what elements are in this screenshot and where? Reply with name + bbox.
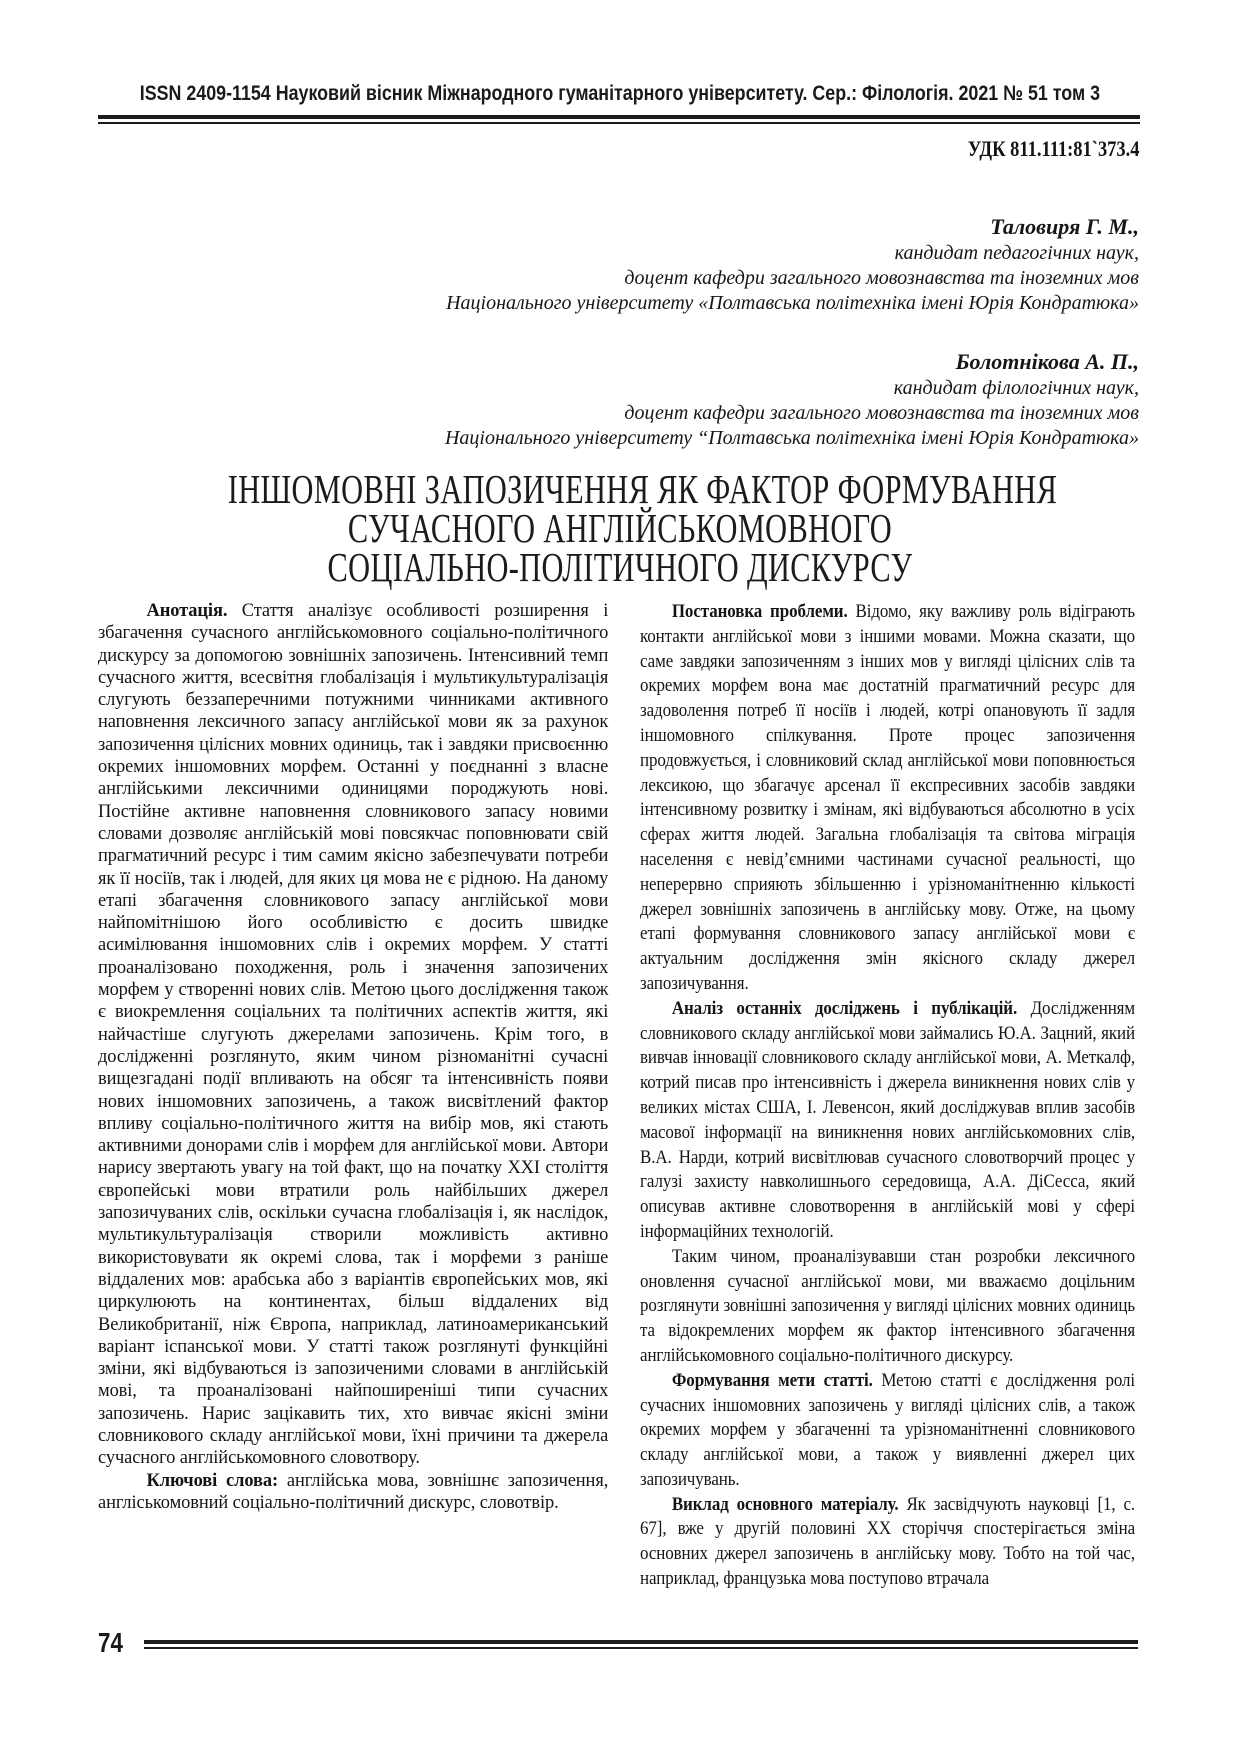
udc-number bbox=[935, 136, 1140, 162]
main-material-text: Як засвідчують науковці [1, с. 67], вже у другій половині XX сторіччя спостерігається зміна основних джерел запозичень в англійську мову. Тобто на той час, наприклад, французька мова поступово втрачала bbox=[640, 1493, 1136, 1590]
keywords-lead: Ключові слова: bbox=[146, 1469, 278, 1491]
main-material-lead: Виклад основного матеріалу. bbox=[671, 1493, 899, 1515]
article-aim-text: Метою статті є дослідження ролі сучасних іншомовних запозичень у вигляді цілісних слів, а також окремих морфем у збагаченні та урізноманітненні словникового складу англійської мови, а також у виявленні джерел цих запозичувань. bbox=[640, 1369, 1136, 1490]
footer-rule bbox=[144, 1640, 1138, 1649]
literature-review-text: Дослідженням словникового складу англійської мови займались Ю.А. Зацний, який вивчав інновації словникового складу англійської мови, А. Меткалф, котрий писав про інтенсивність і джерела виникнення нових слів у великих містах США, І. Левенсон, який досліджував вплив засобів масової інформації на виникнення нових англійськомовних слів, В.А. Нарди, котрий висвітлював сучасного словотворчий процес у галузі захисту навколишнього середовища, А.А. ДіСесса, який описував активне словотворення в англійській мові у сфері інформаційних технологій. bbox=[640, 997, 1136, 1242]
authors-block bbox=[100, 213, 1139, 451]
header-rule bbox=[98, 115, 1140, 124]
literature-review-paragraph bbox=[640, 997, 1135, 1245]
udc-text: УДК 811.111:81`373.4 bbox=[968, 136, 1140, 161]
abstract-text: Стаття аналізує особливості розширення і збагачення сучасного англійськомовного соціально-політичного дискурсу за допомогою зовнішніх запозичень. Інтенсивний темп сучасного життя, всесвітня глобалізація і мультикультуралізація слугують беззаперечними потужними чинниками активного наповнення лексичного запасу англійської мови як за рахунок запозичення цілісних мовних одиниць, так і завдяки присвоєнню окремих іншомовних морфем. Останні у поєднанні з власне англійськими лексичними одиницями породжують нові. Постійне активне наповнення словникового запасу новими словами дозволяє англійській мові повсякчас поповнювати свій прагматичний ресурс і тим самим якісно забезпечувати потреби як її носіїв, так і людей, для яких ця мова не є рідною. На даному етапі збагачення словникового запасу англійської мови найпомітнішою його особливістю є досить швидке асимілювання іншомовних слів і окремих морфем. У статті проаналізовано походження, роль і значення запозичених морфем у створенні нових слів. Метою цього дослідження також є виокремлення соціальних та політичних аспектів життя, які найчастіше слугують джерелами запозичень. Крім того, в дослідженні розглянуто, яким чином різноманітні сучасні вищезгадані події впливають на обсяг та інтенсивність появи нових іншомовних запозичень, а також висвітлений фактор впливу соціально-політичного життя на вибір мов, які стають активними донорами слів і морфем для англійської мови. Автори нарису звертають увагу на той факт, що на початку XXI століття європейські мови втратили роль найбільших джерел запозичуваних слів, оскільки сучасна глобалізація і, як наслідок, мультикультуралізація створили можливість активно використовувати як окремі слова, так і морфеми з раніше віддалених мов: арабська або з варіантів європейських мов, які циркулюють на континентах, більш віддалених від Великобританії, ніж Європа, наприклад, латиноамериканський варіант іспанської мови. У статті також розглянуті функційні зміни, які відбуваються із запозиченими словами в англійській мові, та проаналізовані найпоширеніші типи сучасних запозичень. Нарис зацікавить тих, хто вивчає якісні зміни словникового складу англійської мови, їхні причини та джерела сучасного англійськомовного словотвору. bbox=[98, 600, 609, 1469]
abstract-paragraph bbox=[98, 600, 608, 1470]
page-number: 74 bbox=[98, 1627, 123, 1658]
author-2-position: доцент кафедри загального мовознавства та іноземних мов bbox=[624, 402, 1139, 424]
author-2-name: Болотнікова А. П., bbox=[955, 349, 1139, 374]
author-1-name: Таловиря Г. М., bbox=[990, 214, 1139, 239]
abstract-lead: Анотація. bbox=[146, 600, 228, 621]
right-column bbox=[640, 600, 1135, 1592]
article-aim-paragraph bbox=[640, 1369, 1135, 1493]
left-column bbox=[98, 600, 608, 1514]
author-2-degree: кандидат філологічних наук, bbox=[893, 377, 1139, 399]
author-1-degree: кандидат педагогічних наук, bbox=[894, 242, 1139, 264]
main-material-paragraph bbox=[640, 1493, 1135, 1592]
keywords-paragraph bbox=[98, 1470, 608, 1515]
author-1-affiliation: Національного університету «Полтавська політехніка імені Юрія Кондратюка» bbox=[446, 292, 1139, 314]
body-columns bbox=[98, 600, 1140, 1628]
article-title bbox=[90, 466, 1150, 590]
conclusion-lead-in-text: Таким чином, проаналізувавши стан розробки лексичного оновлення сучасної англійської мови, ми вважаємо доцільним розглянути зовнішні запозичення у вигляді цілісних мовних одиниць та відокремлених морфем як фактор інтенсивного збагачення англійськомовного соціально-політичного дискурсу. bbox=[640, 1245, 1136, 1366]
title-line-1: ІНШОМОВНІ ЗАПОЗИЧЕННЯ ЯК ФАКТОР ФОРМУВАННЯ bbox=[227, 466, 1058, 512]
title-line-2: СУЧАСНОГО АНГЛІЙСЬКОМОВНОГО bbox=[347, 505, 893, 551]
conclusion-lead-in-paragraph bbox=[640, 1245, 1135, 1369]
problem-statement-lead: Постановка проблеми. bbox=[671, 601, 848, 622]
author-2-affiliation: Національного університету “Полтавська політехніка імені Юрія Кондратюка» bbox=[444, 427, 1139, 449]
problem-statement-paragraph bbox=[640, 600, 1135, 997]
author-2 bbox=[100, 348, 1139, 451]
keywords-text: англійська мова, зовнішнє запозичення, англіськомовний соціально-політичний дискурс, словотвір. bbox=[98, 1469, 609, 1513]
author-1 bbox=[100, 213, 1139, 316]
title-line-3: СОЦІАЛЬНО-ПОЛІТИЧНОГО ДИСКУРСУ bbox=[327, 544, 913, 590]
literature-review-lead: Аналіз останніх досліджень і публікацій. bbox=[671, 997, 1018, 1019]
journal-header bbox=[0, 82, 1240, 106]
article-aim-lead: Формування мети статті. bbox=[671, 1369, 873, 1391]
journal-header-text: ISSN 2409-1154 Науковий вісник Міжнародного гуманітарного університету. Сер.: Філологія. 2021 № 51 том 3 bbox=[139, 82, 1101, 105]
author-1-position: доцент кафедри загального мовознавства та іноземних мов bbox=[624, 267, 1139, 289]
problem-statement-text: Відомо, яку важливу роль відіграють контакти англійської мови з іншими мовами. Можна сказати, що саме завдяки запозиченням з інших мов у вигляді цілісних слів та окремих морфем вона має достатній прагматичний ресурс для задоволення потреб її носіїв і людей, котрі опановують її задля іншомовного спілкування. Проте процес запозичення продовжується, і словниковий склад англійської мови поповнюється лексикою, що збагачує арсенал її експресивних засобів завдяки інтенсивному розвитку і змінам, які відбуваються абсолютно в усіх сферах життя людей. Загальна глобалізація та світова міграція населення є невід’ємними частинами сучасної реальності, що неперервно сприяють збільшенню і урізноманітненню кількості джерел зовнішніх запозичень в англійську мову. Отже, на цьому етапі формування словникового запасу англійської мови є актуальним дослідження змін якісного складу джерел запозичування. bbox=[640, 601, 1136, 994]
